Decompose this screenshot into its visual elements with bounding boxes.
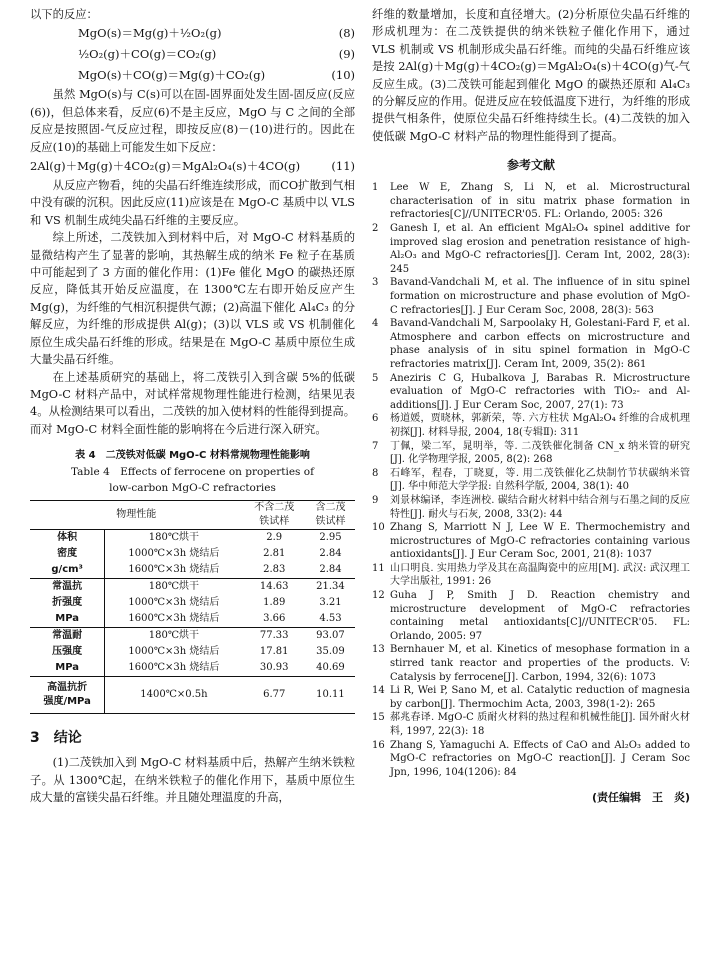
value-cell: 77.33 (243, 628, 306, 645)
condition-cell: 180℃烘干 (148, 532, 200, 544)
properties-table (30, 500, 355, 714)
reference-text: Lee W E, Zhang S, Li N, et al. Microstructural characterisation of in situ matrix phase formation in refractories[C]//UNITECR'05. FL: Orlando, 2005: 326 (390, 182, 690, 221)
category-line: 高温抗折 (47, 682, 88, 694)
reference-text: Li R, Wei P, Sano M, et al. Catalytic reduction of magnesia by carbon[J]. Thermochim Acta, 2003, 398(1-2): 265 (390, 685, 690, 710)
condition-cell: 180℃烘干 (105, 579, 243, 596)
intro-line: 以下的反应： (30, 8, 98, 21)
condition-cell: 1600℃×3h 烧结后 (128, 564, 220, 576)
reference-item (372, 494, 690, 521)
value-cell: 2.84 (319, 548, 342, 560)
reference-number: 7 (372, 440, 379, 452)
equation-9 (30, 44, 355, 65)
references-title: 参考文献 (506, 158, 555, 173)
equation-number: (8) (338, 26, 355, 41)
equation-number: (11) (331, 159, 355, 174)
reference-text: Bernhauer M, et al. Kinetics of mesophase formation in a stirred tank reactor and properties of the products. V: Catalysis by ferrocene[J]. Carbon, 1994, 32(6): 1073 (390, 644, 690, 683)
reference-item (372, 643, 690, 684)
value-cell: 93.07 (306, 628, 355, 645)
equation-number: (9) (338, 47, 355, 62)
equation-8 (30, 23, 355, 44)
reference-number: 3 (372, 277, 379, 289)
paragraph: (1)二茂铁加入到 MgO-C 材料基质中后，热解产生纳米铁粒子。从 1300℃起，在纳米铁粒子的催化作用下，基质中原位生成大量的富镁尖晶石纤维。并且随处理温度的升高， (30, 756, 355, 804)
reference-item (372, 711, 690, 738)
reference-text: Ganesh I, et al. An efficient MgAl₂O₄ spinel additive for improved slag erosion and penetration resistance of high-Al₂O₃ and MgO-C refractories[J]. Ceram Int, 2002, 28(3): 245 (390, 223, 690, 275)
equation-formula: ½O₂(g)＋CO(g)＝CO₂(g) (78, 47, 217, 62)
value-cell: 2.9 (266, 532, 283, 544)
category-cell: 折强度 (30, 595, 105, 611)
reference-item (372, 521, 690, 562)
value-cell: 3.21 (319, 597, 342, 609)
category-cell: 压强度 (30, 644, 105, 660)
table-row (30, 546, 355, 562)
editor-note: (责任编辑 王 炎) (591, 791, 690, 805)
equation-10 (30, 65, 355, 86)
reference-number: 4 (372, 318, 379, 330)
reference-text: Bavand-Vandchali M, Sarpoolaky H, Golestani-Fard F, et al. Atmosphere and carbon effects on microstructure and phase analysis of in situ spinel formation in MgO-C refractories matrix[J]. Ceram Int, 2009, 35(2): 861 (390, 318, 690, 370)
reference-number: 11 (372, 562, 385, 574)
reference-text: Zhang S, Marriott N J, Lee W E. Thermochemistry and microstructures of MgO-C refractories containing various antioxidants[J]. J Eur Ceram Soc, 2001, 21(8): 1037 (390, 522, 690, 561)
value-cell: 4.53 (319, 613, 342, 625)
reference-text: 山口明良. 实用热力学及其在高温陶瓷中的应用[M]. 武汉: 武汉理工大学出版社, 1991: 26 (390, 562, 690, 588)
reference-text: 石峰军，程春，丁晓夏，等. 用二茂铁催化乙炔制竹节状碳纳米管[J]. 华中师范大学学报: 自然科学版, 2004, 38(1): 40 (390, 467, 690, 493)
table-row (30, 677, 355, 714)
reference-item (372, 372, 690, 413)
value-cell: 21.34 (306, 579, 355, 596)
table-caption-en: low-carbon MgO-C refractories (109, 482, 276, 495)
condition-cell: 1400℃×0.5h (105, 677, 243, 714)
equation-formula: 2Al(g)＋Mg(g)＋4CO₂(g)＝MgAl₂O₄(s)＋4CO(g) (30, 159, 301, 174)
table-header-row (30, 501, 355, 530)
value-cell: 2.84 (319, 564, 342, 576)
category-cell: 常温耐 (30, 628, 105, 645)
reference-item (372, 589, 690, 643)
category-cell: g/cm³ (30, 562, 105, 579)
value-cell: 6.77 (243, 677, 306, 714)
reference-text: Guha J P, Smith J D. Reaction chemistry and microstructure development of MgO-C refractories containing metal antioxidants[C]//UNITECR'05. FL: Orlando, 2005: 97 (390, 590, 690, 642)
reference-item (372, 467, 690, 494)
reference-item (372, 181, 690, 222)
reference-list (372, 181, 690, 779)
table-row (30, 644, 355, 660)
header-line: 含二茂 (315, 502, 346, 514)
condition-cell: 1600℃×3h 烧结后 (128, 662, 220, 674)
table-row (30, 562, 355, 579)
value-cell: 17.81 (259, 646, 289, 658)
table-row (30, 595, 355, 611)
reference-item (372, 412, 690, 439)
equation-number: (10) (331, 68, 355, 83)
category-cell: MPa (30, 660, 105, 677)
reference-number: 13 (372, 644, 385, 656)
reference-number: 10 (372, 522, 385, 534)
condition-cell: 180℃烘干 (105, 628, 243, 645)
category-line: 强度/MPa (43, 696, 91, 708)
header-line: 铁试样 (259, 516, 290, 528)
value-cell: 30.93 (259, 662, 289, 674)
header-line: 不含二茂 (254, 502, 295, 514)
condition-cell: 1600℃×3h 烧结后 (128, 613, 220, 625)
table-row (30, 579, 355, 596)
equation-formula: MgO(s)＋CO(g)＝Mg(g)＋CO₂(g) (78, 68, 266, 83)
value-cell: 2.95 (319, 532, 342, 544)
reference-text: Aneziris C G, Hubalkova J, Barabas R. Microstructure evaluation of MgO-C refractories with TiO₂- and Al-additions[J]. J Eur Ceram Soc, 2007, 27(1): 73 (390, 372, 690, 411)
reference-number: 12 (372, 590, 385, 602)
value-cell: 2.81 (263, 548, 286, 560)
value-cell: 14.63 (243, 579, 306, 596)
right-column (372, 6, 690, 805)
equation-formula: MgO(s)＝Mg(g)＋½O₂(g) (78, 26, 222, 41)
value-cell: 35.09 (316, 646, 345, 658)
left-column (30, 6, 355, 806)
reference-text: Zhang S, Yamaguchi A. Effects of CaO and Al₂O₃ added to MgO-C refractories on MgO-C reaction[J]. J Ceram Soc Jpn, 1996, 104(1206): 84 (390, 739, 690, 778)
value-cell: 40.69 (316, 662, 345, 674)
table-row (30, 628, 355, 645)
category-cell: MPa (30, 611, 105, 628)
reference-number: 9 (372, 494, 379, 506)
value-cell: 2.83 (263, 564, 286, 576)
reference-item (372, 222, 690, 276)
reference-number: 1 (372, 182, 379, 194)
header-property: 物理性能 (30, 501, 243, 530)
reference-number: 2 (372, 223, 379, 235)
reference-text: 丁佩，梁二军，晁明举，等. 二茂铁催化制备 CN_x 纳米管的研究[J]. 化学物理学报, 2005, 8(2): 268 (390, 440, 690, 466)
reference-number: 14 (372, 685, 385, 697)
reference-item (372, 562, 690, 589)
reference-number: 6 (372, 413, 379, 425)
table-row (30, 611, 355, 628)
condition-cell: 1000℃×3h 烧结后 (128, 597, 220, 609)
header-with-ferrocene (306, 501, 355, 530)
category-cell: 体积 (30, 530, 105, 547)
header-without-ferrocene (243, 501, 306, 530)
value-cell: 10.11 (306, 677, 355, 714)
value-cell: 3.66 (263, 613, 286, 625)
category-cell: 常温抗 (30, 579, 105, 596)
category-cell: 密度 (30, 546, 105, 562)
reference-number: 8 (372, 467, 379, 479)
reference-number: 16 (372, 739, 385, 751)
reference-number: 5 (372, 372, 379, 384)
paragraph: 虽然 MgO(s)与 C(s)可以在固-固界面处发生固-固反应(反应(6))，但总体来看，反应(6)不是主反应，MgO 与 C 之间的全部反应是按照固-气反应过程，即按反应(8)－(10)进行的。因此在反应(10)的基础上可能发生如下反应： (30, 88, 355, 154)
table-caption-cn: 表 4 二茂铁对低碳 MgO-C 材料常规物理性能影响 (75, 450, 310, 462)
category-cell (30, 677, 105, 714)
equation-11 (30, 156, 355, 177)
table-row (30, 660, 355, 677)
reference-item (372, 317, 690, 371)
section-title: 3 结论 (30, 730, 82, 747)
reference-item (372, 739, 690, 780)
reference-text: Bavand-Vandchali M, et al. The influence of in situ spinel formation on microstructure and phase evolution of MgO-C refractories[J]. J Eur Ceram Soc, 2008, 28(3): 563 (390, 277, 690, 316)
paragraph: 从反应产物看，纯的尖晶石纤维连续形成，而CO扩散到气相中没有碳的沉积。因此反应(11)应该是在 MgO-C 基质中以 VLS 和 VS 机制生成纯尖晶石纤维的主要反应。 (30, 179, 355, 227)
table-row (30, 530, 355, 547)
header-line: 铁试样 (315, 516, 346, 528)
paragraph: 综上所述，二茂铁加入到材料中后，对 MgO-C 材料基质的显微结构产生了显著的影响，其热解生成的纳米 Fe 粒子在基质中可能起到了 3 方面的催化作用：(1)Fe 催化 MgO 的碳热还原反应，降低其开始反应温度，在 1300℃左右即开始反应产生 Mg(g)，为纤维的气相沉积提供气源；(2)高温下催化 Al₄C₃ 的分解反应，为纤维的形成提供 Al(g)；(3)以 VLS 或 VS 机制催化原位生成尖晶石纤维的形成。结果是在 MgO-C 基质中原位生成大量尖晶石纤维。 (30, 231, 355, 367)
condition-cell: 1000℃×3h 烧结后 (128, 548, 220, 560)
reference-text: 杨道媛，贾晓林，郭新荣，等. 六方柱状 MgAl₂O₄ 纤维的合成机理初探[J]. 材料导报, 2004, 18(专辑Ⅱ): 311 (390, 413, 690, 438)
reference-text: 刘景林编译，李连洲校. 碳结合耐火材料中结合剂与石墨之间的反应特性[J]. 耐火与石灰, 2008, 33(2): 44 (390, 494, 690, 520)
value-cell: 1.89 (263, 597, 286, 609)
condition-cell: 1000℃×3h 烧结后 (128, 646, 220, 658)
reference-item (372, 684, 690, 711)
table-caption-en: Table 4 Effects of ferrocene on properties of (70, 466, 314, 479)
paragraph: 在上述基质研究的基础上，将二茂铁引入到含碳 5%的低碳 MgO-C 材料产品中，对试样常规物理性能进行检测，结果见表 4。从检测结果可以看出，二茂铁的加入使材料的性能得到提高。而对 MgO-C 材料全面性能的影响将在今后进行深入研究。 (30, 370, 355, 436)
paragraph: 纤维的数量增加，长度和直径增大。(2)分析原位尖晶石纤维的形成机理为：在二茂铁提供的纳米铁粒子催化作用下，通过 VLS 机制或 VS 机制形成尖晶石纤维。而纯的尖晶石纤维应该是按 2Al(g)＋Mg(g)＋4CO₂(g)＝MgAl₂O₄(s)＋4CO(g)气-气反应生成。(3)二茂铁可能起到催化 MgO 的碳热还原和 Al₄C₃ 的分解反应的作用。促进反应在较低温度下进行，为纤维的形成提供气相条件，使原位尖晶石纤维持续生长。(4)二茂铁的加入使低碳 MgO-C 材料产品的物理性能得到了提高。 (372, 8, 690, 143)
reference-text: 郝兆春译. MgO-C 质耐火材料的热过程和机械性能[J]. 国外耐火材料, 1997, 22(3): 18 (390, 712, 690, 737)
reference-item (372, 276, 690, 317)
reference-item (372, 440, 690, 467)
reference-number: 15 (372, 712, 385, 724)
